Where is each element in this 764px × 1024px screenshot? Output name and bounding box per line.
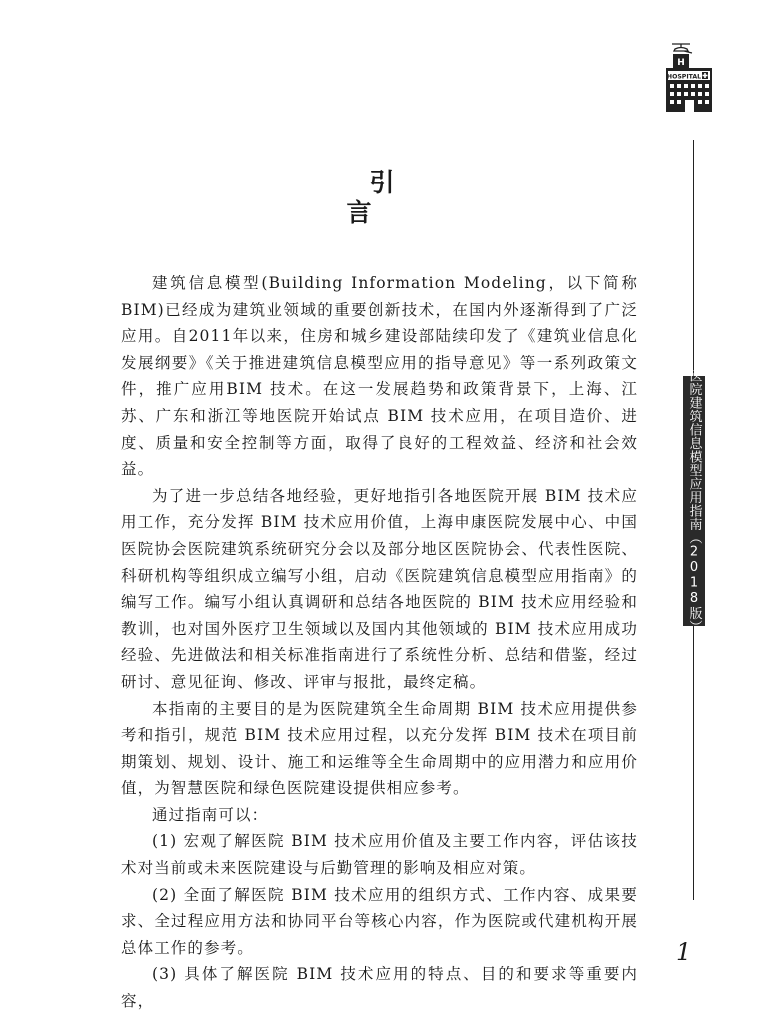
page-number: 1 bbox=[676, 938, 692, 966]
body-text bbox=[121, 270, 638, 1015]
hospital-building-icon bbox=[662, 40, 714, 114]
paragraph-list-intro: 通过指南可以： bbox=[152, 805, 269, 824]
chapter-side-tab bbox=[683, 368, 705, 634]
page-title: 引言 bbox=[346, 168, 441, 227]
paragraph-purpose: 本指南的主要目的是为医院建筑全生命周期 BIM 技术应用提供参考和指引，规范 BIM 技术应用过程，以充分发挥 BIM 技术在项目前期策划、规划、设计、施工和运维等全生命周期中的应用潜力和应用价值，为智慧医院和绿色医院建设提供相应参考。 bbox=[121, 699, 638, 798]
list-item-1: (1) 宏观了解医院 BIM 技术应用价值及主要工作内容，评估该技术对当前或未来医院建设与后勤管理的影响及相应对策。 bbox=[121, 832, 638, 878]
paragraph-background: 为了进一步总结各地经验，更好地指引各地医院开展 BIM 技术应用工作，充分发挥 BIM 技术应用价值，上海申康医院发展中心、中国医院协会医院建筑系统研究分会以及部分地区医院协会、代表性医院、科研机构等组织成立编写小组，启动《医院建筑信息模型应用指南》的编写工作。编写小组认真调研和总结各地医院的 BIM 技术应用经验和教训，也对国外医疗卫生领域以及国内其他领域的 BIM 技术应用成功经验、先进做法和相关标准指南进行了系统性分析、总结和借鉴，经过研讨、意见征询、修改、评审与报批，最终定稿。 bbox=[121, 486, 638, 691]
svg-text:HOSPITAL: HOSPITAL bbox=[666, 73, 702, 81]
list-item-2: (2) 全面了解医院 BIM 技术应用的组织方式、工作内容、成果要求、全过程应用方法和协同平台等核心内容，作为医院或代建机构开展总体工作的参考。 bbox=[121, 885, 638, 957]
paragraph-intro: 建筑信息模型(Building Information Modeling，以下简称 BIM)已经成为建筑业领域的重要创新技术，在国内外逐渐得到了广泛应用。自2011年以来，住房和城乡建设部陆续印发了《建筑业信息化发展纲要》《关于推进建筑信息模型应用的指导意见》等一系列政策文件，推广应用BIM 技术。在这一发展趋势和政策背景下，上海、江苏、广东和浙江等地医院开始试点 BIM 技术应用，在项目造价、进度、质量和安全控制等方面，取得了良好的工程效益、经济和社会效益。 bbox=[121, 274, 638, 479]
list-item-3: (3) 具体了解医院 BIM 技术应用的特点、目的和要求等重要内容， bbox=[121, 965, 638, 1011]
svg-text:H: H bbox=[677, 58, 685, 68]
side-tab-label: 医院建筑信息模型应用指南（2018版） bbox=[686, 368, 702, 634]
hospital-logo bbox=[662, 40, 714, 114]
